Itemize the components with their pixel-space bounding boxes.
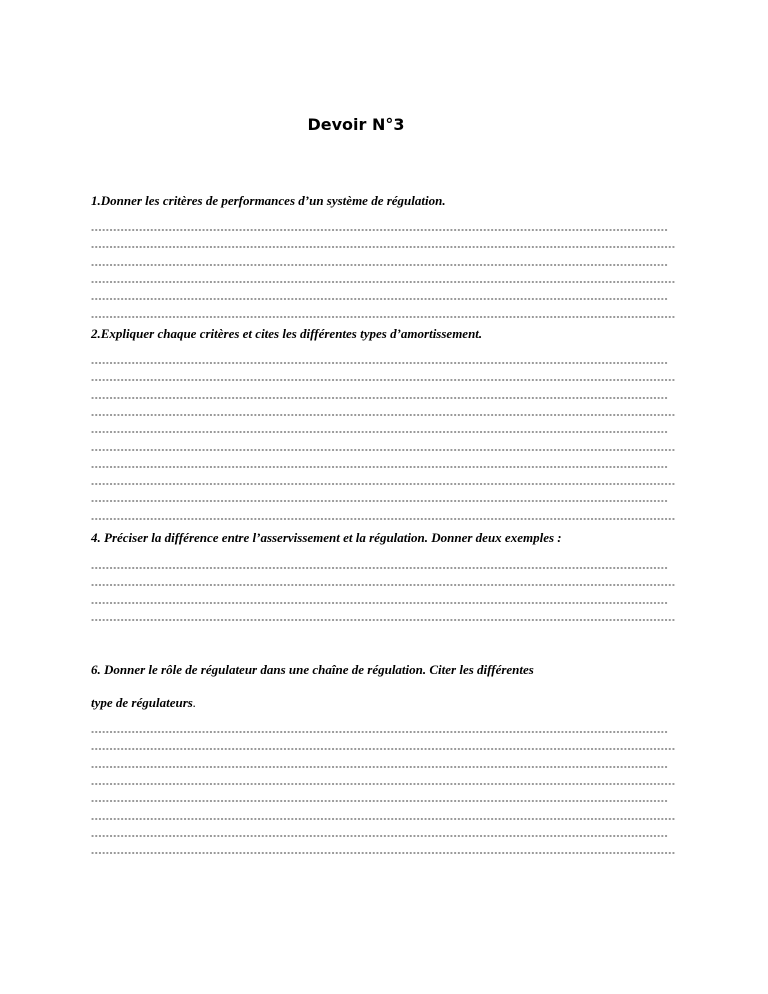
question-6: 6. Donner le rôle de régulateur dans une chaîne de régulation. Citer les différentes	[91, 662, 534, 677]
answer-line	[91, 497, 675, 503]
answer-line	[91, 463, 675, 469]
answer-line	[91, 832, 675, 838]
answer-line	[91, 849, 675, 855]
answer-line	[91, 261, 675, 267]
question-6-line2-text: type de régulateurs	[91, 695, 193, 710]
answer-line	[91, 581, 675, 587]
answer-line	[91, 480, 675, 486]
answer-line	[91, 564, 675, 570]
answer-line	[91, 745, 675, 751]
answer-line	[91, 295, 675, 301]
answer-line	[91, 780, 675, 786]
answer-line	[91, 599, 675, 605]
question-6-line2-period: .	[192, 695, 197, 710]
document-title: Devoir N°3	[307, 115, 405, 134]
answer-line	[91, 313, 675, 319]
answer-line	[91, 376, 675, 382]
question-6-line2	[91, 695, 196, 711]
answer-line	[91, 226, 675, 232]
answer-line	[91, 515, 675, 521]
answer-line	[91, 728, 675, 734]
question-1: 1.Donner les critères de performances d’un système de régulation.	[91, 193, 446, 208]
answer-line	[91, 243, 675, 249]
answer-line	[91, 446, 675, 452]
question-2: 2.Expliquer chaque critères et cites les différentes types d’amortissement.	[91, 326, 483, 341]
question-4: 4. Préciser la différence entre l’asservissement et la régulation. Donner deux exemples :	[91, 530, 562, 545]
answer-line	[91, 797, 675, 803]
answer-line	[91, 394, 675, 400]
answer-line	[91, 815, 675, 821]
answer-line	[91, 411, 675, 417]
answer-line	[91, 428, 675, 434]
answer-line	[91, 359, 675, 365]
answer-line	[91, 278, 675, 284]
answer-line	[91, 616, 675, 622]
answer-line	[91, 763, 675, 769]
